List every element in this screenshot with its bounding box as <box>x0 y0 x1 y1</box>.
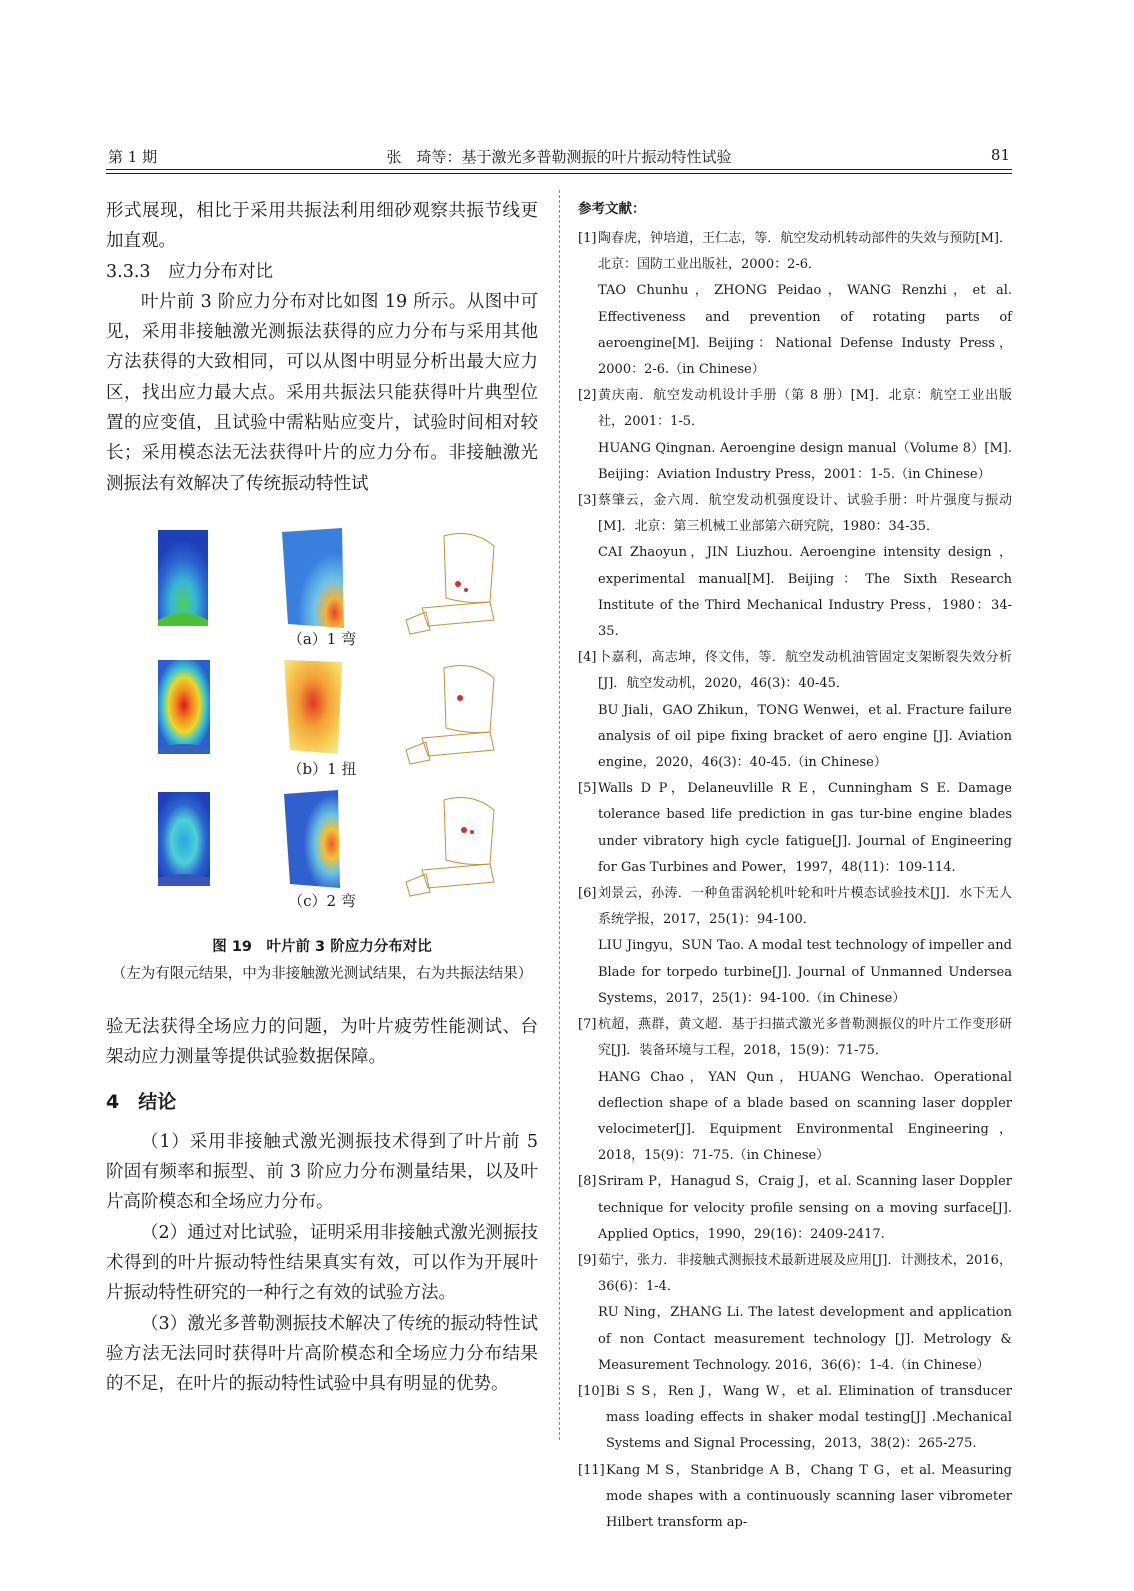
running-header <box>106 146 1012 170</box>
reference-text: LIU Jingyu，SUN Tao. A modal test technology of impeller and Blade for torpedo turbine[J]. Journal of Unmanned Undersea Systems，2017，25(1)：94-100.（in Chinese） <box>598 938 1012 1006</box>
reference-body <box>598 881 1012 1012</box>
left-column-bottom <box>106 1012 538 1400</box>
reference-text: CAI Zhaoyun，JIN Liuzhou. Aeroengine intensity design ，experimental manual[M]. Beijing：The Sixth Research Institute of the Third Mechanical Industry Press，1980：34-35. <box>598 545 1012 640</box>
reference-item <box>578 776 1012 881</box>
reference-item <box>578 1458 1012 1537</box>
reference-text: 陶春虎，钟培道，王仁志，等．航空发动机转动部件的失效与预防[M]．北京：国防工业出版社，2000：2-6． <box>598 231 1012 273</box>
reference-text: Walls D P，Delaneuvlille R E，Cunningham S E. Damage tolerance based life prediction in gas tur-bine engine blades under vibratory high cycle fatigue[J]. Journal of Engineering for Gas Turbines and Power，1997，48(11)：109-114. <box>598 781 1012 875</box>
reference-text: Kang M S，Stanbridge A B，Chang T G，et al. Measuring mode shapes with a continuously scanning laser vibrometer Hilbert transform ap- <box>606 1462 1012 1530</box>
fea-result-b <box>158 660 210 754</box>
reference-text: 杭超，燕群，黄文超．基于扫描式激光多普勒测振仪的叶片工作变形研究[J]．装备环境与工程，2018，15(9)：71-75． <box>598 1017 1012 1059</box>
reference-number: [2] <box>578 388 597 404</box>
reference-text: 刘景云，孙涛．一种鱼雷涡轮机叶轮和叶片模态试验技术[J]．水下无人系统学报，2017，25(1)：94-100． <box>598 886 1012 928</box>
figure-row-b <box>106 656 538 766</box>
subcaption-a: （a）1 弯 <box>287 630 357 648</box>
figure-subtitle-block <box>106 962 538 983</box>
stress-distribution-row-a <box>106 526 538 636</box>
reference-item <box>578 1379 1012 1458</box>
laser-result-a <box>282 528 344 628</box>
reference-number: [11] <box>578 1462 605 1478</box>
reference-item <box>578 881 1012 1012</box>
conclusion-item: （2）通过对比试验，证明采用非接触式激光测振技术得到的叶片振动特性结果真实有效，可以作为开展叶片振动特性研究的一种行之有效的试验方法。 <box>106 1222 538 1304</box>
reference-list <box>578 226 1012 1536</box>
running-title: 张 琦等：基于激光多普勒测振的叶片振动特性试验 <box>386 148 732 166</box>
resonance-result-b <box>406 666 494 764</box>
fea-result-a <box>158 530 208 626</box>
conclusion-item: （1）采用非接触式激光测振技术得到了叶片前 5 阶固有频率和振型、前 3 阶应力分布测量结果，以及叶片高阶模态和全场应力分布。 <box>106 1131 538 1213</box>
issue-label: 第 1 期 <box>108 148 158 166</box>
reference-number: [7] <box>578 1017 597 1033</box>
stress-distribution-row-b <box>106 656 538 766</box>
reference-text: 黄庆南．航空发动机设计手册（第 8 册）[M]．北京：航空工业出版社，2001：1-5． <box>598 388 1012 430</box>
resonance-result-a <box>406 534 494 634</box>
reference-item <box>578 383 1012 488</box>
reference-body <box>598 1012 1012 1169</box>
subcaption-b: （b）1 扭 <box>287 760 357 778</box>
paragraph: 形式展现，相比于采用共振法利用细砂观察共振节线更加直观。 <box>106 201 538 252</box>
reference-text: HANG Chao，YAN Qun，HUANG Wenchao. Operational deflection shape of a blade based on scanning laser doppler velocimeter[J]. Equipment Environmental Engineering，2018，15(9)：71-75.（in Chinese） <box>598 1069 1012 1164</box>
subcaption-c: （c）2 弯 <box>288 892 356 910</box>
references-section <box>578 196 1012 1536</box>
laser-result-c <box>284 790 340 888</box>
reference-number: [4] <box>578 650 597 666</box>
paragraph: 验无法获得全场应力的问题，为叶片疲劳性能测试、台架动应力测量等提供试验数据保障。 <box>106 1017 538 1068</box>
reference-text: 蔡肇云，金六周．航空发动机强度设计、试验手册：叶片强度与振动[M]．北京：第三机械工业部第六研究院，1980：34-35． <box>598 493 1012 535</box>
reference-item <box>578 226 1012 383</box>
header-rule <box>106 169 1012 170</box>
reference-body <box>598 645 1012 776</box>
reference-text: RU Ning，ZHANG Li. The latest development and application of non Contact measurement technology [J]. Metrology & Measurement Technology. 2016，36(6)：1-4.（in Chinese） <box>598 1305 1012 1373</box>
reference-item <box>578 645 1012 776</box>
references-title: 参考文献： <box>578 201 646 217</box>
reference-body <box>598 383 1012 488</box>
reference-body <box>598 226 1012 383</box>
reference-text: TAO Chunhu，ZHONG Peidao，WANG Renzhi，et al. Effectiveness and prevention of rotating parts of aeroengine[M]. Beijing：National Defense Industy Press，2000：2-6.（in Chinese） <box>598 283 1012 378</box>
reference-text: 茹宁，张力．非接触式测振技术最新进展及应用[J]．计测技术，2016，36(6)：1-4． <box>598 1252 1012 1295</box>
page-number: 81 <box>990 146 1010 164</box>
reference-text: HUANG Qingnan. Aeroengine design manual（Volume 8）[M]. Beijing：Aviation Industry Press，2001：1-5.（in Chinese） <box>598 440 1012 482</box>
stress-distribution-row-c <box>106 788 538 898</box>
column-divider <box>559 190 560 1440</box>
reference-number: [8] <box>578 1174 597 1190</box>
header-rule-thin <box>106 173 1012 174</box>
reference-body <box>598 1169 1012 1248</box>
reference-text: Bi S S，Ren J，Wang W，et al. Elimination of transducer mass loading effects in shaker modal testing[J] .Mechanical Systems and Signal Processing，2013，38(2)：265-275. <box>606 1383 1012 1452</box>
figure-row-a <box>106 526 538 636</box>
reference-number: [1] <box>578 231 597 246</box>
reference-body <box>606 1379 1012 1458</box>
conclusion-item: （3）激光多普勒测振技术解决了传统的振动特性试验方法无法同时获得叶片高阶模态和全场应力分布结果的不足，在叶片的振动特性试验中具有明显的优势。 <box>106 1313 538 1395</box>
left-column-top <box>106 196 538 499</box>
reference-number: [6] <box>578 886 597 902</box>
figure-subtitle: （左为有限元结果，中为非接触激光测试结果，右为共振法结果） <box>111 966 533 982</box>
reference-body <box>598 776 1012 881</box>
reference-text: BU Jiali，GAO Zhikun，TONG Wenwei，et al. Fracture failure analysis of oil pipe fixing bracket of aero engine [J]. Aviation engine，2020，46(3)：40-45.（in Chinese） <box>598 702 1012 771</box>
figure-row-c <box>106 788 538 898</box>
section-heading: 4 结论 <box>106 1090 177 1113</box>
laser-result-b <box>284 660 342 754</box>
reference-item <box>578 1012 1012 1169</box>
figure-title: 图 19 叶片前 3 阶应力分布对比 <box>212 939 432 955</box>
subsection-heading: 3.3.3 应力分布对比 <box>106 261 274 282</box>
reference-number: [9] <box>578 1252 597 1268</box>
reference-number: [3] <box>578 493 597 509</box>
fea-result-c <box>158 792 210 886</box>
reference-body <box>606 1458 1012 1537</box>
paragraph: 叶片前 3 阶应力分布对比如图 19 所示。从图中可见，采用非接触激光测振法获得的应力分布与采用其他方法获得的大致相同，可以从图中明显分析出最大应力区，找出应力最大点。采用共振法只能获得叶片典型位置的应变值，且试验中需粘贴应变片，试验时间相对较长；采用模态法无法获得叶片的应力分布。非接触激光测振法有效解决了传统振动特性试 <box>106 291 538 494</box>
reference-number: [10] <box>578 1383 605 1399</box>
resonance-result-c <box>406 798 494 896</box>
reference-item <box>578 1248 1012 1379</box>
reference-item <box>578 488 1012 645</box>
reference-text: Sriram P，Hanagud S，Craig J，et al. Scanning laser Doppler technique for velocity profile sensing on a moving surface[J]. Applied Optics，1990，29(16)：2409-2417. <box>598 1174 1012 1242</box>
reference-body <box>598 488 1012 645</box>
reference-number: [5] <box>578 781 597 797</box>
reference-text: 卜嘉利，高志坤，佟文伟，等．航空发动机油管固定支架断裂失效分析[J]．航空发动机，2020，46(3)：40-45． <box>598 650 1012 692</box>
reference-item <box>578 1169 1012 1248</box>
figure-caption <box>106 935 538 956</box>
reference-body <box>598 1248 1012 1379</box>
